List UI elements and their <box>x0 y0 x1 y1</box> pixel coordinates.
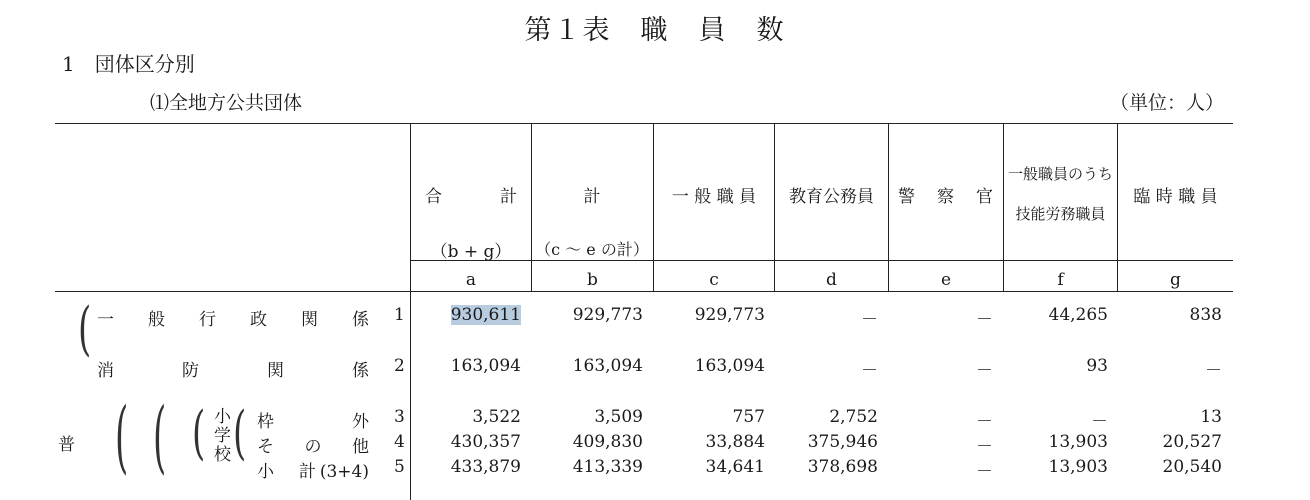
col-header-f-line1: 一般職員のうち <box>1007 165 1113 183</box>
cell-r1-e: － <box>976 310 993 330</box>
cell-r1-c: 929,773 <box>694 305 765 325</box>
cell-r5-b: 413,339 <box>572 457 643 477</box>
cell-r1-d: － <box>861 310 878 330</box>
cell-r3-c: 757 <box>732 407 765 427</box>
unit-label: （単位：人） <box>1110 92 1225 114</box>
cell-r5-g: 20,540 <box>1162 457 1222 477</box>
row-number: 5 <box>394 457 405 477</box>
cell-r1-b: 929,773 <box>572 305 643 325</box>
col-header-d: 教育公務員 <box>789 187 874 207</box>
row-number: 1 <box>394 305 405 325</box>
col-divider <box>888 124 889 292</box>
row-number: 3 <box>394 407 405 427</box>
row-number: 4 <box>394 432 405 452</box>
col-subheader-a: （b + g） <box>430 242 512 262</box>
subsection-heading: ⑴全地方公共団体 <box>150 92 303 114</box>
cell-r3-a: 3,522 <box>472 407 521 427</box>
header-bottom-rule <box>55 291 1233 292</box>
header-letter-rule <box>410 260 1233 261</box>
col-letter-c: c <box>709 270 719 290</box>
cell-r4-e: － <box>976 437 993 457</box>
left-brace: ( <box>233 400 247 468</box>
col-letter-e: e <box>940 270 952 290</box>
row-label-3: 枠 外 <box>257 412 369 432</box>
cell-r2-d: － <box>861 361 878 381</box>
school-label: 小 学 校 <box>214 407 231 465</box>
cell-r2-e: － <box>976 361 993 381</box>
cell-r4-g: 20,527 <box>1162 432 1222 452</box>
left-brace: ( <box>153 392 167 484</box>
col-divider <box>1117 124 1118 292</box>
left-brace: ( <box>78 296 92 364</box>
col-divider <box>531 124 532 292</box>
cell-r5-e: － <box>976 462 993 482</box>
col-header-f-line2: 技能労務職員 <box>1015 205 1106 223</box>
cell-r3-e: － <box>976 412 993 432</box>
col-letter-d: d <box>826 270 837 290</box>
row-label-2: 消 防 関 係 <box>97 361 369 381</box>
row-label-4: そ の 他 <box>257 437 369 457</box>
row-label-1: 一 般 行 政 関 係 <box>97 310 369 330</box>
col-header-e: 警 察 官 <box>898 187 993 207</box>
col-divider <box>653 124 654 292</box>
cell-r2-a: 163,094 <box>450 356 521 376</box>
col-header-g: 臨 時 職 員 <box>1133 187 1218 207</box>
side-label: 普 <box>58 435 75 455</box>
cell-r1-f: 44,265 <box>1048 305 1108 325</box>
cell-r3-d: 2,752 <box>829 407 878 427</box>
cell-r2-b: 163,094 <box>572 356 643 376</box>
col-letter-g: g <box>1170 270 1181 290</box>
cell-r4-f: 13,903 <box>1048 432 1108 452</box>
cell-r4-c: 33,884 <box>705 432 765 452</box>
col-letter-b: b <box>587 270 598 290</box>
highlighted-value: 930,611 <box>450 305 521 325</box>
col-divider <box>774 124 775 292</box>
row-label-5: 小 計(3+4) <box>257 462 369 482</box>
section-heading: 1 団体区分別 <box>62 52 195 76</box>
cell-r4-d: 375,946 <box>807 432 878 452</box>
cell-r2-c: 163,094 <box>694 356 765 376</box>
page-title: 第１表 職 員 数 <box>524 15 786 46</box>
col-header-a: 合 計 <box>425 187 517 207</box>
cell-r3-b: 3,509 <box>594 407 643 427</box>
cell-r2-g: － <box>1205 361 1222 381</box>
row-number: 2 <box>394 356 405 376</box>
col-subheader-b: （c ～ e の計） <box>535 240 649 259</box>
cell-r1-a <box>411 305 521 325</box>
cell-r3-f: － <box>1091 412 1108 432</box>
left-brace: ( <box>192 400 206 468</box>
table-top-rule <box>55 123 1233 124</box>
cell-r5-f: 13,903 <box>1048 457 1108 477</box>
cell-r3-g: 13 <box>1200 407 1222 427</box>
cell-r5-a: 433,879 <box>450 457 521 477</box>
left-brace: ( <box>115 392 129 484</box>
cell-r4-b: 409,830 <box>572 432 643 452</box>
col-header-c: 一 般 職 員 <box>671 187 757 207</box>
col-header-b: 計 <box>583 187 601 207</box>
cell-r2-f: 93 <box>1086 356 1108 376</box>
cell-r5-d: 378,698 <box>807 457 878 477</box>
cell-r5-c: 34,641 <box>705 457 765 477</box>
cell-r4-a: 430,357 <box>450 432 521 452</box>
col-letter-a: a <box>465 270 477 290</box>
cell-r1-g: 838 <box>1189 305 1222 325</box>
col-letter-f: f <box>1057 270 1064 290</box>
